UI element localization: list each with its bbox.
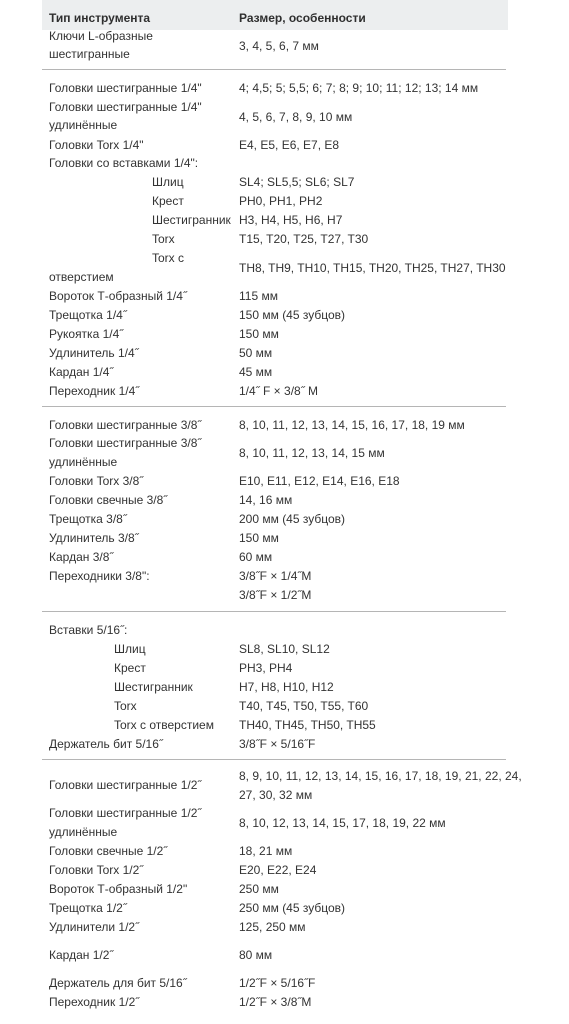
row-value: T40, T45, T50, T55, T60 (239, 699, 369, 713)
header-col-tool-type: Тип инструмента (49, 11, 151, 25)
row-label: Кардан 3/8˝ (49, 550, 114, 564)
row-value: 1/2˝F × 3/8˝M (239, 995, 312, 1009)
row-value: 4; 4,5; 5; 5,5; 6; 7; 8; 9; 10; 11; 12; 13; 14 мм (239, 81, 479, 95)
row-label: Держатель для бит 5/16˝ (49, 976, 187, 990)
row-label: Трещотка 1/4˝ (49, 308, 127, 322)
row-value: TH8, TH9, TH10, TH15, TH20, TH25, TH27, TH30 (239, 261, 506, 275)
section-divider (42, 406, 506, 407)
row-label: удлинённые (49, 118, 118, 132)
row-label: Рукоятка 1/4˝ (49, 327, 124, 341)
row-label: Вставки 5/16˝: (49, 623, 128, 637)
row-label: Torx с (152, 251, 185, 265)
row-label: Крест (114, 661, 146, 675)
row-label: шестигранные (49, 47, 130, 61)
row-label: Удлинители 1/2˝ (49, 920, 140, 934)
row-value: TH40, TH45, TH50, TH55 (239, 718, 376, 732)
row-label: Переходник 1/4˝ (49, 384, 140, 398)
row-value: 3/8˝F × 1/2˝M (239, 588, 312, 602)
row-value: E10, E11, E12, E14, E16, E18 (239, 474, 400, 488)
row-value: T15, T20, T25, T27, T30 (239, 232, 369, 246)
row-value: 80 мм (239, 948, 273, 962)
row-value: 1/4˝ F × 3/8˝ M (239, 384, 319, 398)
row-label: Головки шестигранные 1/2˝ (49, 778, 202, 792)
row-label: Головки шестигранные 3/8˝ (49, 418, 202, 432)
row-value: E4, E5, E6, E7, E8 (239, 138, 340, 152)
row-value: E20, E22, E24 (239, 863, 317, 877)
row-value: 8, 10, 12, 13, 14, 15, 17, 18, 19, 22 мм (239, 816, 446, 830)
row-label: Крест (152, 194, 184, 208)
row-value: 250 мм (239, 882, 279, 896)
row-label: Ключи L-образные (49, 29, 153, 43)
row-value: 200 мм (45 зубцов) (239, 512, 346, 526)
row-value: 3/8˝F × 5/16˝F (239, 737, 316, 751)
row-value: 4, 5, 6, 7, 8, 9, 10 мм (239, 110, 353, 124)
row-label: Шестигранник (114, 680, 193, 694)
row-label: Переходник 1/2˝ (49, 995, 140, 1009)
row-label: Головки со вставками 1/4": (49, 156, 199, 170)
row-label: Головки шестигранные 1/2˝ (49, 806, 202, 820)
row-label: Шестигранник (152, 213, 231, 227)
row-label: Головки шестигранные 1/4" (49, 81, 202, 95)
row-value: 150 мм (45 зубцов) (239, 308, 346, 322)
row-label: Torx (114, 699, 137, 713)
row-label: Шлиц (114, 642, 146, 656)
row-value: SL8, SL10, SL12 (239, 642, 330, 656)
row-value: PH0, PH1, PH2 (239, 194, 323, 208)
row-label: отверстием (49, 270, 114, 284)
row-label: Головки шестигранные 1/4" (49, 100, 202, 114)
row-label: Вороток Т-образный 1/4˝ (49, 289, 187, 303)
row-value: 3/8˝F × 1/4˝M (239, 569, 312, 583)
row-label: Torx с отверстием (114, 718, 214, 732)
row-value: 45 мм (239, 365, 273, 379)
row-value: H7, H8, H10, H12 (239, 680, 334, 694)
row-value: 115 мм (239, 289, 278, 303)
row-value: 150 мм (239, 327, 279, 341)
row-label: Шлиц (152, 175, 184, 189)
row-value: 8, 9, 10, 11, 12, 13, 14, 15, 16, 17, 18, 19, 21, 22, 24, (239, 769, 522, 783)
row-label: Вороток Т-образный 1/2" (49, 882, 188, 896)
row-value: 1/2˝F × 5/16˝F (239, 976, 316, 990)
section-divider (42, 611, 506, 612)
row-value: 50 мм (239, 346, 273, 360)
row-value: 8, 10, 11, 12, 13, 14, 15, 16, 17, 18, 19 мм (239, 418, 465, 432)
row-label: Трещотка 3/8˝ (49, 512, 127, 526)
row-label: Кардан 1/4˝ (49, 365, 114, 379)
row-value: 125, 250 мм (239, 920, 306, 934)
row-label: Головки Torx 3/8˝ (49, 474, 144, 488)
row-value: 18, 21 мм (239, 844, 293, 858)
section-divider (42, 69, 506, 70)
section-divider (42, 759, 506, 760)
row-label: Удлинитель 3/8˝ (49, 531, 139, 545)
row-value: 3, 4, 5, 6, 7 мм (239, 39, 319, 53)
row-label: Головки Torx 1/4" (49, 138, 144, 152)
row-label: удлинённые (49, 455, 118, 469)
row-label: Держатель бит 5/16˝ (49, 737, 163, 751)
row-label: Torx (152, 232, 175, 246)
row-label: Головки свечные 1/2˝ (49, 844, 168, 858)
row-label: Переходники 3/8": (49, 569, 150, 583)
row-label: удлинённые (49, 825, 118, 839)
row-value: SL4; SL5,5; SL6; SL7 (239, 175, 355, 189)
row-value: H3, H4, H5, H6, H7 (239, 213, 343, 227)
row-label: Головки свечные 3/8˝ (49, 493, 168, 507)
row-label: Головки Torx 1/2˝ (49, 863, 144, 877)
row-label: Трещотка 1/2˝ (49, 901, 127, 915)
row-value: 14, 16 мм (239, 493, 293, 507)
row-label: Удлинитель 1/4˝ (49, 346, 139, 360)
row-value: 8, 10, 11, 12, 13, 14, 15 мм (239, 446, 385, 460)
row-value: 250 мм (45 зубцов) (239, 901, 346, 915)
row-label: Головки шестигранные 3/8˝ (49, 436, 202, 450)
row-value: 60 мм (239, 550, 273, 564)
row-value: 27, 30, 32 мм (239, 788, 313, 802)
row-value: PH3, PH4 (239, 661, 293, 675)
header-col-size: Размер, особенности (239, 11, 366, 25)
row-value: 150 мм (239, 531, 279, 545)
row-label: Кардан 1/2˝ (49, 948, 114, 962)
